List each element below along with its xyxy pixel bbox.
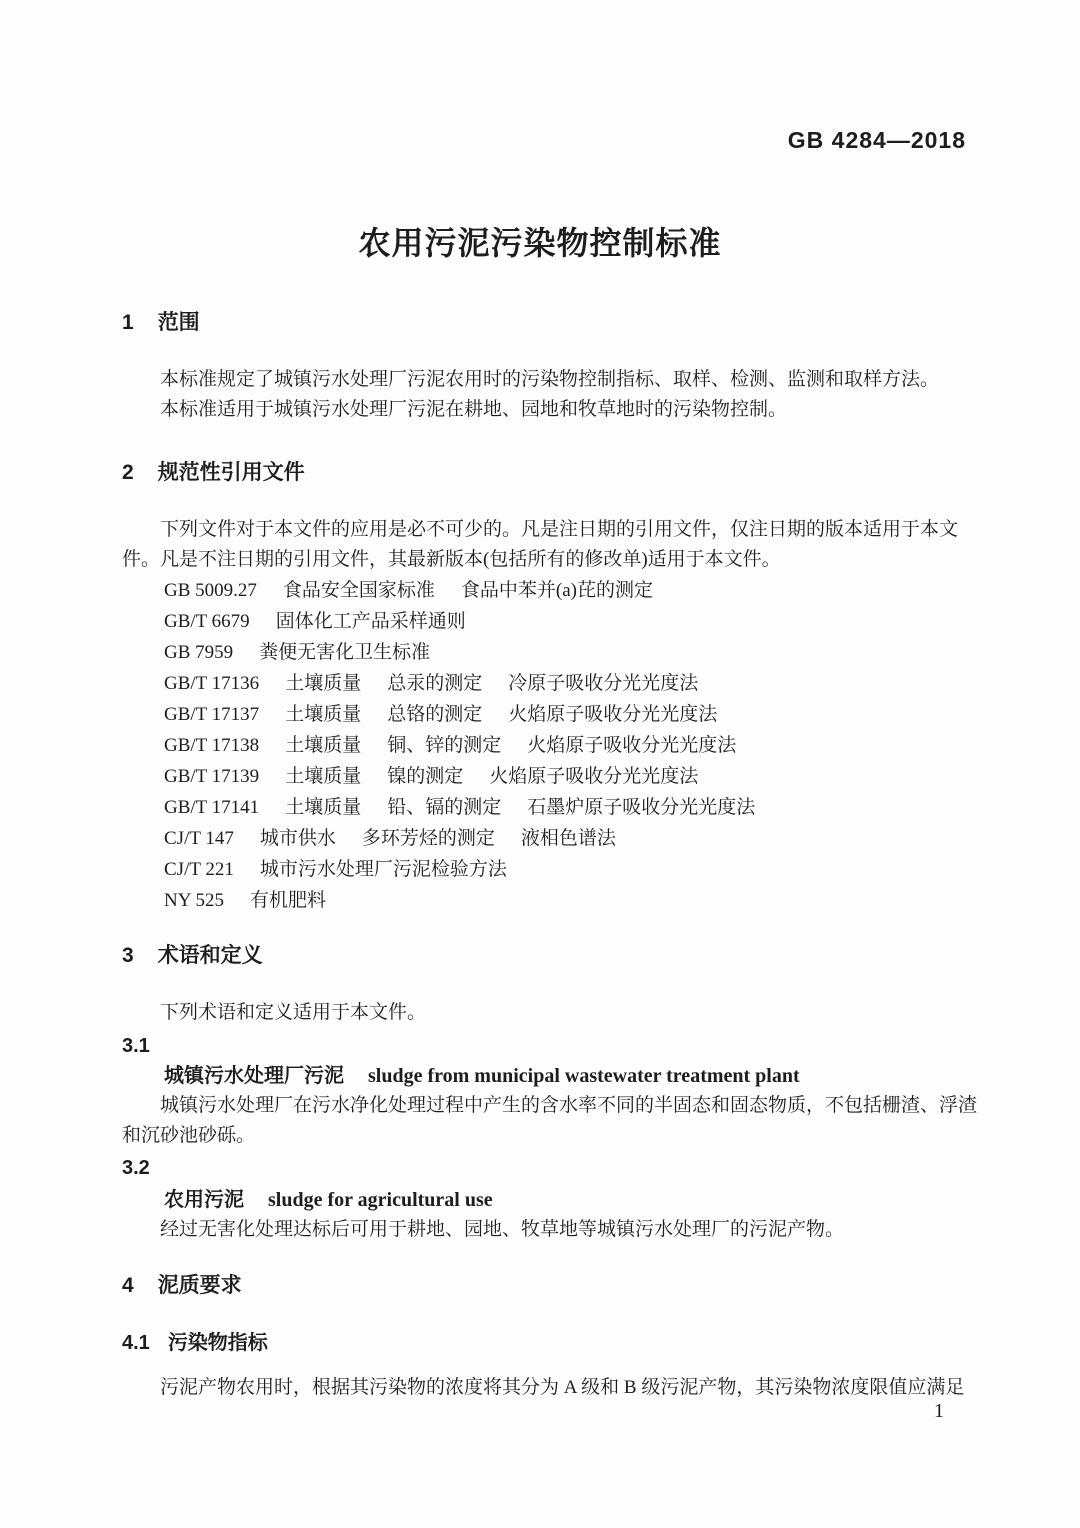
subclause-heading-label: 污染物指标 xyxy=(167,1332,268,1354)
definition-line: 城镇污水处理厂在污水净化处理过程中产生的含水率不同的半固态和固态物质，不包括栅渣、浮渣 xyxy=(160,1095,978,1116)
section-heading-label: 范围 xyxy=(157,311,200,334)
doc-code: GB 4284—2018 xyxy=(787,127,966,153)
reference-item xyxy=(164,606,958,637)
clause-number: 4.1 xyxy=(122,1332,150,1354)
paragraph: 下列术语和定义适用于本文件。 xyxy=(160,1002,427,1023)
section-number: 4 xyxy=(122,1274,134,1297)
reference-item xyxy=(164,637,958,668)
document-body xyxy=(122,308,978,1403)
section-heading-label: 规范性引用文件 xyxy=(157,461,305,484)
section-heading-label: 泥质要求 xyxy=(157,1274,242,1297)
paragraph-line: 下列文件对于本文件的应用是必不可少的。凡是注日期的引用文件，仅注日期的版本适用于本文 xyxy=(160,519,959,540)
reference-item xyxy=(164,854,958,885)
reference-part: 镍的测定 xyxy=(387,766,464,787)
reference-part: 食品安全国家标准 xyxy=(282,580,435,601)
reference-id: GB 5009.27 xyxy=(164,580,257,601)
reference-id: GB/T 17139 xyxy=(164,766,260,787)
reference-part: 火焰原子吸收分光光度法 xyxy=(527,735,737,756)
term-zh: 农用污泥 xyxy=(164,1189,244,1211)
reference-id: GB/T 17136 xyxy=(164,673,260,694)
section-heading-label: 术语和定义 xyxy=(157,944,263,967)
subclause-heading xyxy=(122,1328,958,1358)
reference-item xyxy=(164,823,958,854)
term-en: sludge from municipal wastewater treatment plant xyxy=(368,1065,800,1087)
reference-item xyxy=(164,792,958,823)
definition-line: 经过无害化处理达标后可用于耕地、园地、牧草地等城镇污水处理厂的污泥产物。 xyxy=(160,1219,845,1240)
paragraph-line: 件。凡是不注日期的引用文件，其最新版本(包括所有的修改单)适用于本文件。 xyxy=(122,549,781,570)
reference-id: GB/T 17141 xyxy=(164,797,260,818)
reference-item xyxy=(164,730,958,761)
section-3-heading xyxy=(122,941,958,971)
page-number: 1 xyxy=(934,1400,944,1422)
term-zh: 城镇污水处理厂污泥 xyxy=(164,1065,344,1087)
reference-item xyxy=(164,761,958,792)
reference-part: 火焰原子吸收分光光度法 xyxy=(508,704,718,725)
reference-part: 土壤质量 xyxy=(285,797,362,818)
term-en: sludge for agricultural use xyxy=(268,1189,493,1211)
reference-item xyxy=(164,668,958,699)
reference-part: 多环芳烃的测定 xyxy=(361,828,495,849)
reference-id: GB 7959 xyxy=(164,642,234,663)
reference-part: 总汞的测定 xyxy=(387,673,483,694)
definition-line: 和沉砂池砂砾。 xyxy=(122,1125,256,1146)
section-1-heading xyxy=(122,308,958,338)
reference-part: 固体化工产品采样通则 xyxy=(275,611,466,632)
reference-id: CJ/T 221 xyxy=(164,859,234,880)
term-heading xyxy=(164,1185,958,1215)
reference-part: 冷原子吸收分光光度法 xyxy=(508,673,699,694)
reference-item xyxy=(164,885,958,916)
section-number: 3 xyxy=(122,944,134,967)
reference-part: 土壤质量 xyxy=(285,673,362,694)
reference-part: 有机肥料 xyxy=(250,890,327,911)
reference-part: 土壤质量 xyxy=(285,735,362,756)
reference-id: GB/T 17138 xyxy=(164,735,260,756)
reference-item xyxy=(164,699,958,730)
document-title: 农用污泥污染物控制标准 xyxy=(358,225,722,261)
section-number: 1 xyxy=(122,311,134,334)
section-2-heading xyxy=(122,458,958,488)
reference-list xyxy=(122,575,958,916)
reference-part: 城市污水处理厂污泥检验方法 xyxy=(259,859,507,880)
term-heading xyxy=(164,1061,958,1091)
reference-part: 城市供水 xyxy=(259,828,336,849)
reference-part: 铜、锌的测定 xyxy=(387,735,502,756)
section-number: 2 xyxy=(122,461,134,484)
paragraph: 本标准适用于城镇污水处理厂污泥在耕地、园地和牧草地时的污染物控制。 xyxy=(160,399,788,420)
reference-part: 铅、镉的测定 xyxy=(387,797,502,818)
clause-number: 3.2 xyxy=(122,1157,150,1179)
reference-part: 粪便无害化卫生标准 xyxy=(259,642,431,663)
reference-id: GB/T 6679 xyxy=(164,611,250,632)
reference-part: 总铬的测定 xyxy=(387,704,483,725)
reference-id: GB/T 17137 xyxy=(164,704,260,725)
reference-part: 食品中苯并(a)芘的测定 xyxy=(460,580,654,601)
section-4-heading xyxy=(122,1271,958,1301)
reference-part: 土壤质量 xyxy=(285,766,362,787)
reference-id: NY 525 xyxy=(164,890,224,911)
reference-id: CJ/T 147 xyxy=(164,828,234,849)
reference-part: 液相色谱法 xyxy=(520,828,616,849)
reference-item xyxy=(164,575,958,606)
reference-part: 石墨炉原子吸收分光光度法 xyxy=(527,797,756,818)
clause-number: 3.1 xyxy=(122,1035,150,1057)
paragraph: 污泥产物农用时，根据其污染物的浓度将其分为 A 级和 B 级污泥产物，其污染物浓度限值应满足 xyxy=(160,1377,965,1398)
reference-part: 土壤质量 xyxy=(285,704,362,725)
reference-part: 火焰原子吸收分光光度法 xyxy=(489,766,699,787)
paragraph: 本标准规定了城镇污水处理厂污泥农用时的污染物控制指标、取样、检测、监测和取样方法。 xyxy=(160,369,940,390)
